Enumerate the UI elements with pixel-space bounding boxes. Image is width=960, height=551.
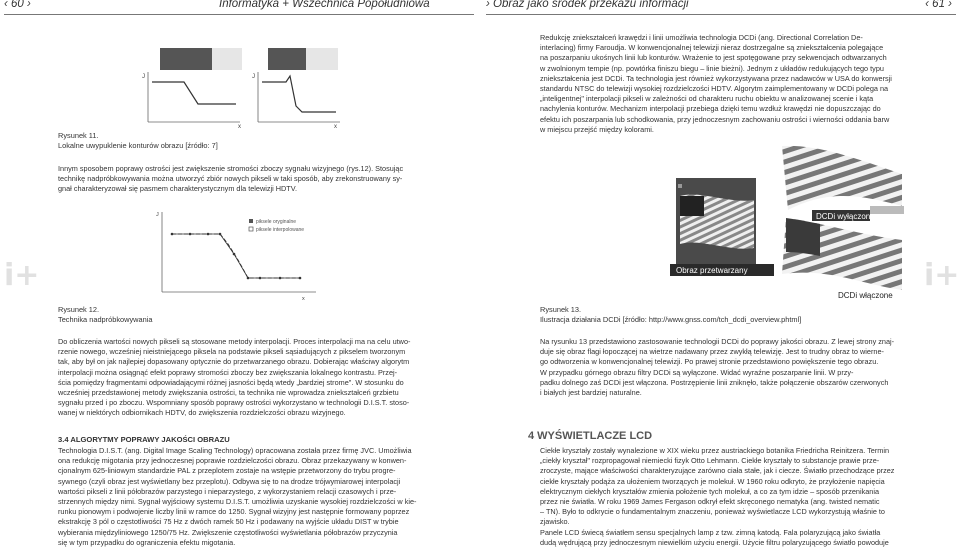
text-line: zroczyste, mające właściwości charakteryzujące zarówno ciała stałe, jak i cieczе. Światło przechodzące przez bbox=[540, 466, 895, 476]
text-line: sywnego (czyli obraz jest wyświetlany bez przeplotu). Odbywa się to na drodze trójwymiarowej interpolacji bbox=[58, 476, 401, 486]
text-line: standardu NTSC do telewizji wysokiej rozdzielczości HDTV. Algorytm zaimplementowany w DCDi polega na bbox=[540, 84, 889, 94]
fig12-point bbox=[279, 277, 282, 280]
fig12-caption-number: Rysunek 12. bbox=[58, 305, 100, 314]
fig13-photo-canton bbox=[680, 196, 704, 216]
subsection-heading: 3.4 ALGORYTMY POPRAWY JAKOŚCI OBRAZU bbox=[58, 435, 230, 444]
text-line: się w tym przypadku do ograniczenia efektu migotania. bbox=[58, 537, 236, 547]
fig12-point bbox=[233, 253, 236, 256]
fig11-right-dark-block bbox=[268, 48, 306, 70]
text-line: Redukcję zniekształceń krawędzi i linii umożliwia technologia DCDi (ang. Directional Correlation De- bbox=[540, 33, 863, 42]
text-line: runku pionowym i podwojenie liczby linii w ramce do 1250. Sygnał wizyjny jest następnie formowany poprzez bbox=[58, 507, 410, 517]
fig12-curve-interpolated bbox=[172, 234, 300, 278]
text-line: ona redukcję migotania przy jednoczesnej poprawie rozdzielczości obrazu. Obraz przekazywany w konwen- bbox=[58, 456, 407, 466]
text-line: wartości pikseli z linii półobrazów parzystego i nieparzystego, z wykorzystaniem relacji czasowych i prze- bbox=[58, 486, 397, 496]
text-line: dudą wędrującą przy jednoczesnym niewielkim użyciu energii. Użycie filtru polaryzującego światło powoduje bbox=[540, 537, 889, 547]
fig11-left-dark-block bbox=[160, 48, 212, 70]
text-line: wybierania międzyliniowego 1250/75 Hz. Zwiększenie częstotliwości wyświetlania półobrazów przyczynia bbox=[58, 527, 398, 537]
right-paragraph-3 bbox=[540, 446, 955, 548]
fig11-right-light-block bbox=[306, 48, 338, 70]
text-line: – TN). Było to odkrycie o fundamentalnym znaczeniu, ponieważ wyświetlacze LCD wykorzystują właśnie to bbox=[540, 507, 885, 517]
fig11-right-axis-x: x bbox=[334, 124, 337, 130]
fig11-right-signal bbox=[262, 76, 336, 112]
left-paragraph-3 bbox=[58, 446, 470, 548]
text-line: efektu ich poszarpania lub schodkowania, przy jednoczesnym zachowaniu ostrości i wierności oddania barw bbox=[540, 114, 890, 124]
fig11-left-signal bbox=[152, 82, 236, 104]
fig12-figure bbox=[150, 208, 320, 304]
text-line: Do obliczenia wartości nowych pikseli są stosowane metody interpolacji. Proces interpolacji ma na celu utwo- bbox=[58, 337, 411, 346]
fig13-flag-on bbox=[782, 218, 902, 290]
text-line: technikę nadpróbkowywania można utworzyć zbiór nowych pikseli w taki sposób, aby zrekonstruowany sy- bbox=[58, 174, 403, 184]
fig11-left-axis-x: x bbox=[238, 124, 241, 130]
fig12-caption bbox=[58, 305, 258, 325]
text-line: ekstrakcję 3 pól o częstotliwości 75 Hz z dwóch ramek 50 Hz i podawany na wyjście układu DIST w trybie bbox=[58, 517, 399, 527]
left-page-number: ‹ 60 › bbox=[4, 0, 31, 10]
fig13-label-on: DCDi włączone bbox=[838, 291, 893, 300]
right-paragraph-1 bbox=[540, 33, 955, 135]
right-side-mark: i+ bbox=[924, 258, 960, 293]
fig13-caption-text: Ilustracja działania DCDi [źródło: http://www.gnss.com/tch_dcdi_overview.phtml] bbox=[540, 315, 802, 324]
fig11-caption bbox=[58, 131, 218, 151]
fig12-point bbox=[299, 277, 302, 280]
text-line: ciekłe kryształy podąża za ułożeniem tworzących je molekuł. W 1960 roku odkryto, że przyłożenie napięcia bbox=[540, 476, 885, 486]
fig11-right-panel bbox=[252, 48, 340, 130]
fig13-label-zoom: Obraz przetwarzany bbox=[676, 266, 748, 275]
text-line: Na rysunku 13 przedstawiono zastosowanie technologii DCDi do poprawy jakości obrazu. Z lewej strony znaj- bbox=[540, 337, 895, 346]
right-running-title: › Obraz jako środek przekazu informacji bbox=[486, 0, 689, 10]
fig12-point bbox=[171, 233, 174, 236]
text-line: tak, aby był on jak najlepiej dopasowany optycznie do przetwarzanego obrazu. Dobierając właściwy algorytm bbox=[58, 357, 410, 367]
fig11-left-panel bbox=[142, 48, 242, 130]
text-line: w miejscu przejść między kolorami. bbox=[540, 124, 654, 134]
text-line: i białych jest bardziej naturalne. bbox=[540, 388, 642, 398]
text-line: nachylenia konturów. Mechanizm interpolacji przebiega dzięki temu wzdłuż krawędzi nie dopuszczając do bbox=[540, 104, 881, 114]
text-line: gnał charakteryzował się pasmem charakterystycznym dla telewizji HDTV. bbox=[58, 184, 297, 194]
fig12-point bbox=[259, 277, 262, 280]
fig13-flag-off bbox=[782, 146, 904, 214]
left-header-rule bbox=[4, 14, 474, 15]
text-line: sygnału przed i po zboczu. Wspomniany sposób poprawy ostrości wykorzystano w technologii D.I.S.T. stoso- bbox=[58, 398, 410, 408]
fig12-legend-interp-marker bbox=[249, 227, 253, 231]
text-line: elektrycznym ciekłych kryształów zmienia położenie tych molekuł, a co za tym idzie – sposób przenikania bbox=[540, 486, 880, 496]
text-line: interlacing) firmy Faroudja. W konwencjonalnej telewizji nieraz dostrzegalne są zniekształcenia polegające bbox=[540, 43, 884, 53]
fig11-caption-text: Lokalne uwypuklenie konturów obrazu [źródło: 7] bbox=[58, 141, 218, 150]
section-heading: 4 WYŚWIETLACZE LCD bbox=[528, 430, 653, 442]
text-line: w zwolnionym tempie (np. powtórka finiszu biegu – linie bieżni). Jednym z układów redukujących tego typu bbox=[540, 63, 884, 73]
fig12-point bbox=[247, 277, 250, 280]
text-line: przez nie światła. W roku 1969 James Fergason odkrył efekt skręconego nematyka (ang. twisted nematic bbox=[540, 497, 880, 507]
text-line: ścia pomiędzy fragmentami odpowiadającymi różnej jasności będą wtedy „bardziej strome". W stosunku do bbox=[58, 377, 404, 387]
right-page-header bbox=[486, 0, 956, 14]
fig12-legend-original-marker bbox=[249, 219, 253, 223]
text-line: „inteligentnej" interpolacji pikseli w zależności od charakteru ruchu obiektu w analizowanej scenie i kąta bbox=[540, 94, 874, 104]
right-page-number: ‹ 61 › bbox=[925, 0, 952, 10]
fig12-axis-x: x bbox=[302, 296, 305, 302]
text-line: „ciekły kryształ" rozpropagował niemiecki fizyk Otto Lehmann. Ciekłe kryształy to substancje prawie prze- bbox=[540, 456, 880, 466]
left-running-title: Informatyka + Wszechnica Popołudniowa bbox=[219, 0, 430, 10]
fig13-flag-off-stripes bbox=[782, 146, 902, 210]
text-line: Panele LCD świecą światłem sensu specjalnych lamp z tzw. zimną katodą. Fala polaryzującą jako światła bbox=[540, 527, 881, 537]
left-side-mark: i+ bbox=[4, 258, 40, 293]
text-line: interpolacji można osiągnąć efekt poprawy stromości zboczy bez zwiększania lokalnego kontrastu. Przej- bbox=[58, 367, 398, 377]
fig13-photo-processed bbox=[676, 178, 756, 264]
fig11-right-axis-j: J bbox=[252, 74, 255, 80]
fig12-legend-original: piksele oryginalne bbox=[256, 219, 297, 225]
fig11-left-axis-j: J bbox=[142, 74, 145, 80]
text-line: zjawisko. bbox=[540, 517, 570, 527]
text-line: strzennych między nimi. Sygnał wyjściowy systemu D.I.S.T. umożliwia uzyskanie wysokiej rozdzielczości w kie- bbox=[58, 497, 417, 507]
fig13-caption-number: Rysunek 13. bbox=[540, 305, 582, 314]
text-line: go odtworzenia w konwencjonalnej telewizji. Po prawej stronie przedstawiono powiększenie tego obrazu. bbox=[540, 357, 879, 367]
text-line: padku dolnego zaś DCDi jest włączona. Postrzępienie linii zniknęło, także połączenie obszarów czerwonych bbox=[540, 377, 889, 387]
text-line: zniekształcenia jest DCDi. Ta technologia jest również wykorzystywana przez nadawców w USA do konwersji bbox=[540, 73, 892, 83]
fig12-point bbox=[207, 233, 210, 236]
text-line: Ciekłe kryształy zostały wynalezione w XIX wieku przez austriackiego botanika Friedricha Reinitzera. Termin bbox=[540, 446, 890, 455]
fig12-point bbox=[219, 233, 222, 236]
fig13-label-off: DCDi wyłączone bbox=[816, 212, 875, 221]
fig12-caption-text: Technika nadpróbkowywania bbox=[58, 315, 153, 324]
fig11-figure bbox=[140, 42, 345, 132]
fig13-flag-on-canton bbox=[786, 218, 820, 256]
right-header-rule bbox=[486, 14, 956, 15]
fig12-point bbox=[189, 233, 192, 236]
text-line: cjonalnym 625-liniowym standardzie PAL z przeplotem zostaje na wstępie przetworzony do trybu progre- bbox=[58, 466, 396, 476]
text-line: na poszarpaniu ukośnych linii lub konturów. Wrażenie to jest spotęgowane przy sekwencjach odtwarzanych bbox=[540, 53, 887, 63]
left-page-header bbox=[4, 0, 474, 14]
fig13-photo-highlight bbox=[678, 184, 682, 188]
text-line: wanej w niektórych odbiornikach HDTV, do zwiększenia rozdzielczości obrazu wizyjnego. bbox=[58, 408, 346, 418]
fig12-axis-j: J bbox=[156, 212, 159, 218]
text-line: Technologia D.I.S.T. (ang. Digital Image Scaling Technology) opracowana została przez firmę JVC. Umożliwia bbox=[58, 446, 412, 455]
fig12-legend-interp: piksele interpolowane bbox=[256, 227, 305, 233]
fig13-flag-off-shade bbox=[870, 206, 904, 214]
text-line: wcześniej przedstawionej metody zwiększania ostrości, ta technika nie wprowadza zniekształceń grzbietu bbox=[58, 388, 399, 398]
text-line: Innym sposobem poprawy ostrości jest zwiększenie stromości zboczy sygnału wizyjnego (rys.12). Stosując bbox=[58, 164, 404, 173]
fig11-caption-number: Rysunek 11. bbox=[58, 131, 99, 140]
left-paragraph-1 bbox=[58, 164, 470, 195]
text-line: duje się obraz flagi łopoczącej na wietrze nadawany przez zwykłą telewizję. Jest to trudny obraz to wierne- bbox=[540, 347, 884, 357]
fig13-caption bbox=[540, 305, 960, 325]
text-line: W przypadku górnego obrazu filtry DCDi są wyłączone. Widać wyraźne poszarpanie linii. W przy- bbox=[540, 367, 854, 377]
fig11-left-light-block bbox=[212, 48, 242, 70]
fig13-figure bbox=[670, 144, 905, 302]
right-paragraph-2 bbox=[540, 337, 955, 398]
text-line: rzenie nowego, wcześniej nieistniejącego piksela na podstawie pikseli sąsiadujących z pikselem tworzonym bbox=[58, 347, 406, 357]
left-paragraph-2 bbox=[58, 337, 470, 419]
